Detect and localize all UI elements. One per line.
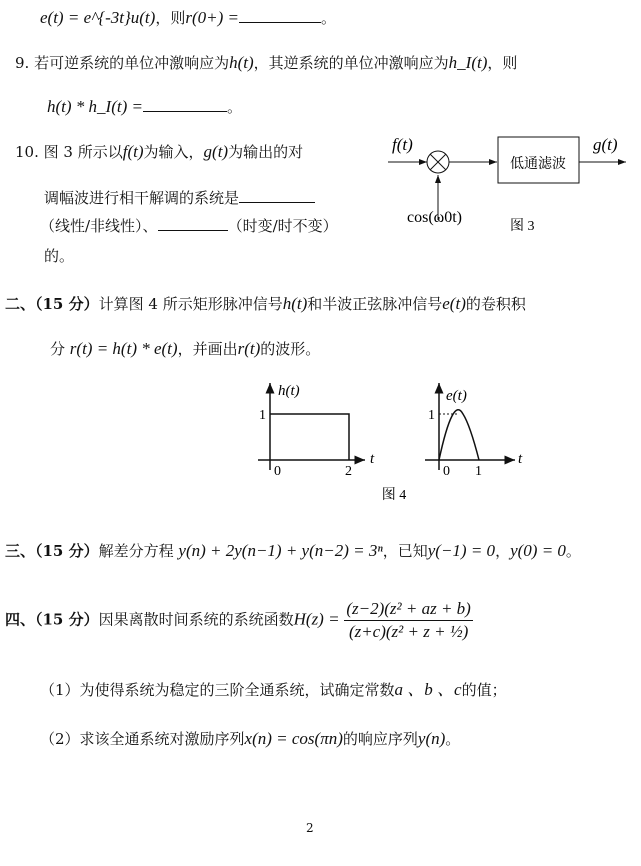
math: a 、b 、c (394, 680, 462, 699)
carrier-label: cos(ω0t) (407, 209, 462, 226)
text: 的值； (461, 681, 507, 699)
math: r(t) = h(t) * e(t) (69, 339, 178, 358)
figure-4 (250, 375, 540, 505)
text: （1）为使得系统为稳定的三阶全通系统，试确定常数 (40, 681, 395, 699)
math: e(t) = e^{-3t}u(t) (40, 8, 156, 27)
block-label: 低通滤波 (510, 157, 566, 172)
math: f(t) (122, 142, 144, 161)
math: y(0) = 0 (510, 541, 566, 560)
q10-line2 (44, 188, 315, 208)
tick-1-x: 1 (475, 464, 482, 479)
text: 的响应序列 (342, 730, 418, 748)
text: （时变/时不变） (227, 217, 338, 235)
tick-0: 0 (443, 464, 450, 479)
text: ，则 (487, 54, 518, 72)
input-label: f(t) (392, 135, 413, 154)
page-number: 2 (306, 821, 314, 835)
tick-1: 1 (259, 408, 266, 423)
question-number: 10. (15, 143, 39, 161)
q9-line2 (47, 97, 242, 117)
section-2-line2 (50, 339, 320, 359)
math: h(t) * h_I(t) = (47, 97, 143, 116)
math: h(t) (282, 294, 308, 313)
section-4-part-2 (40, 729, 460, 749)
output-label: g(t) (593, 135, 618, 154)
question-10 (15, 142, 303, 162)
q10-line4: 的。 (44, 247, 75, 265)
question-9 (15, 53, 517, 73)
math: y(n) + 2y(n−1) + y(n−2) = 3ⁿ (178, 541, 383, 560)
text: 若可逆系统的单位冲激响应为 (34, 54, 230, 72)
h-label: h(t) (278, 383, 300, 399)
figure-caption: 图 3 (510, 219, 535, 234)
text: ，其逆系统的单位冲激响应为 (253, 54, 449, 72)
text: 为输出的对 (228, 143, 304, 161)
section-heading: 三、（15 分） (5, 542, 99, 560)
math: r(0+) = (185, 8, 239, 27)
e-label: e(t) (446, 388, 467, 404)
text: ， (495, 542, 511, 560)
text: 。 (226, 98, 242, 116)
text: 因果离散时间系统的系统函数 (98, 610, 294, 629)
math: y(−1) = 0 (427, 541, 496, 560)
figure-caption: 图 4 (381, 488, 407, 503)
answer-blank[interactable] (143, 97, 227, 112)
numerator: (z−2)(z² + az + b) (344, 598, 473, 621)
math: h(t) (229, 53, 254, 72)
question-number: 9. (15, 54, 30, 72)
text: 计算图 4 所示矩形脉冲信号 (98, 295, 283, 313)
rect-pulse (270, 414, 349, 460)
math: r(t) (237, 339, 261, 358)
text: （2）求该全通系统对激励序列 (40, 730, 245, 748)
section-4 (5, 598, 473, 643)
answer-blank[interactable] (239, 8, 321, 23)
math: y(n) (417, 729, 446, 748)
text: 。 (320, 9, 336, 27)
text: ，则 (155, 9, 186, 27)
math: h_I(t) (448, 53, 488, 72)
section-heading: 四、（15 分） (5, 610, 99, 629)
text: 。 (445, 730, 461, 748)
half-sine-pulse (439, 410, 479, 460)
tick-2: 2 (345, 464, 352, 479)
text: （线性/非线性）、 (40, 217, 158, 235)
math: e(t) (442, 294, 466, 313)
section-heading: 二、（15 分） (5, 295, 99, 313)
figure-3-block-diagram (380, 130, 641, 240)
text: 和半波正弦脉冲信号 (307, 295, 443, 313)
tick-0: 0 (274, 464, 281, 479)
transfer-function-fraction (344, 598, 473, 643)
section-4-part-1 (40, 680, 507, 700)
answer-blank[interactable] (158, 216, 228, 231)
denominator: (z+c)(z² + z + ½) (348, 622, 469, 641)
text: ，并画出 (177, 340, 238, 358)
text: 。 (565, 542, 581, 560)
t-label: t (370, 451, 375, 467)
text: 分 (50, 340, 66, 358)
math: H(z) = (293, 609, 340, 629)
text: 图 3 所示以 (43, 143, 123, 161)
t-label: t (518, 451, 523, 467)
section-2 (5, 294, 526, 314)
q10-line3 (40, 216, 338, 236)
text: 解差分方程 (98, 542, 174, 560)
text: 为输入， (143, 143, 204, 161)
text: 的波形。 (260, 340, 321, 358)
text: ，已知 (382, 542, 428, 560)
section-3 (5, 541, 581, 561)
q8-tail (40, 8, 336, 28)
tick-1: 1 (428, 408, 435, 423)
text: 调幅波进行相干解调的系统是 (44, 189, 240, 207)
math: x(n) = cos(πn) (244, 729, 343, 748)
answer-blank[interactable] (239, 188, 315, 203)
e-plot (425, 383, 523, 479)
math: g(t) (203, 142, 229, 161)
text: 的卷积积 (465, 295, 526, 313)
h-plot (258, 383, 375, 479)
